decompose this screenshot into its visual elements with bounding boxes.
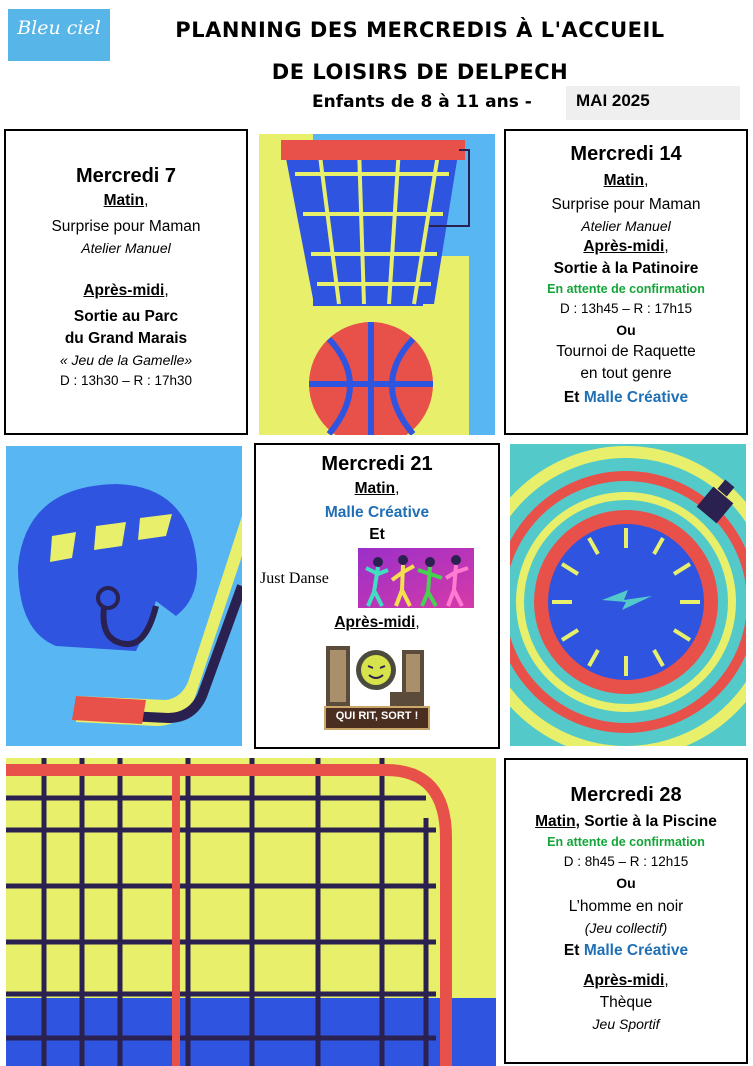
morning-activity: Surprise pour Maman <box>551 196 701 213</box>
alt-detail: (Jeu collectif) <box>584 920 668 936</box>
alt-line2: en tout genre <box>580 365 672 382</box>
pending-status: En attente de confirmation <box>547 282 705 296</box>
afternoon-detail: « Jeu de la Gamelle» <box>59 352 193 368</box>
and-label: Et <box>369 526 385 543</box>
alt-line1: Tournoi de Raquette <box>556 343 696 360</box>
afternoon-line2: du Grand Marais <box>64 330 188 347</box>
day-title: Mercredi 21 <box>321 453 433 475</box>
goal-net-illustration <box>6 758 496 1066</box>
logo <box>8 9 110 61</box>
morning-activity: Surprise pour Maman <box>51 218 201 235</box>
afternoon-line1: Sortie au Parc <box>73 308 179 325</box>
morning-activity: Malle Créative <box>324 504 430 521</box>
afternoon-label: Après-midi <box>83 282 165 299</box>
page-title-line2: DE LOISIRS DE DELPECH <box>271 60 569 84</box>
or-label: Ou <box>616 322 636 338</box>
and-label: Et <box>563 389 580 406</box>
and-label: Et <box>563 942 580 959</box>
afternoon-activity: Sortie à la Patinoire <box>553 260 699 277</box>
logo-text: Bleu ciel <box>17 17 101 39</box>
afternoon-label: Après-midi <box>334 614 416 631</box>
or-label: Ou <box>616 875 636 891</box>
just-danse-label: Just Danse <box>260 570 329 587</box>
comma: , <box>415 614 420 631</box>
comma: , <box>395 480 400 497</box>
morning-detail: Atelier Manuel <box>581 218 671 234</box>
afternoon-label: Après-midi <box>583 238 665 255</box>
morning-label: Matin <box>103 192 145 209</box>
extra-activity: Malle Créative <box>583 389 689 406</box>
comma: , <box>644 172 649 189</box>
comma: , <box>144 192 149 209</box>
hockey-helmet-illustration <box>6 446 242 746</box>
day-title: Mercredi 14 <box>570 143 682 165</box>
card-wednesday-28 <box>504 758 748 1064</box>
comma: , <box>664 238 669 255</box>
stopwatch-illustration <box>510 444 746 746</box>
extra-activity: Malle Créative <box>583 942 689 959</box>
afternoon-detail: Jeu Sportif <box>592 1016 660 1032</box>
page-title-line1: PLANNING DES MERCREDIS À L'ACCUEIL <box>175 18 665 42</box>
morning-label: Matin <box>603 172 645 189</box>
morning-detail: Atelier Manuel <box>81 240 171 256</box>
basketball-hoop-illustration <box>259 134 495 435</box>
morning-label: Matin <box>354 480 396 497</box>
month-label: MAI 2025 <box>576 91 650 110</box>
comma: , <box>164 282 169 299</box>
schedule: D : 8h45 – R : 12h15 <box>563 854 689 869</box>
schedule: D : 13h30 – R : 17h30 <box>59 373 193 388</box>
comma: , <box>664 972 669 989</box>
afternoon-label: Après-midi <box>583 972 665 989</box>
morning-label: Matin <box>535 813 576 830</box>
pending-status: En attente de confirmation <box>547 835 705 849</box>
afternoon-activity: Thèque <box>599 994 653 1011</box>
day-title: Mercredi 28 <box>570 784 682 806</box>
page-subtitle: Enfants de 8 à 11 ans - <box>312 92 532 112</box>
card-wednesday-14 <box>504 129 748 435</box>
schedule: D : 13h45 – R : 17h15 <box>559 301 693 316</box>
alt-activity: L’homme en noir <box>568 898 684 915</box>
just-dance-image <box>358 548 474 608</box>
day-title: Mercredi 7 <box>75 165 177 187</box>
card-wednesday-7 <box>4 129 248 435</box>
card-wednesday-21 <box>254 443 500 749</box>
lol-subtitle: QUI RIT, SORT ! <box>335 710 419 722</box>
lol-image <box>324 640 430 732</box>
morning-activity: , Sortie à la Piscine <box>575 813 717 830</box>
